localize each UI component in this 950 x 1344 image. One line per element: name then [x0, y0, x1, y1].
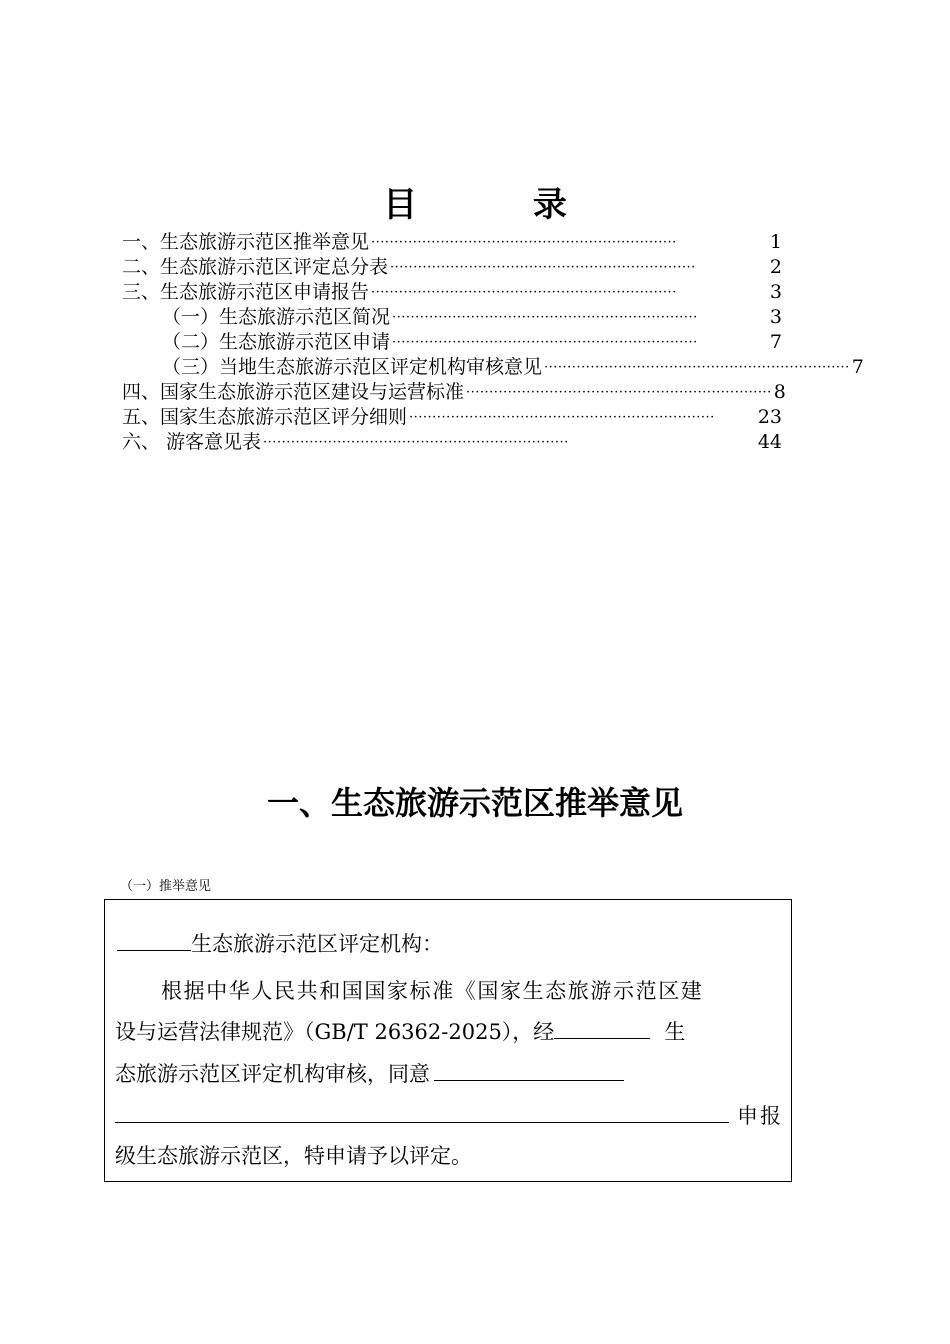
toc-leader-dots: ·································································· — [263, 435, 569, 450]
toc-entry-page: 3 — [769, 306, 782, 328]
toc-entry-label: 二、生态旅游示范区评定总分表 — [122, 256, 389, 278]
form-text: 生 — [664, 1020, 686, 1044]
blank-field-region[interactable] — [554, 1016, 650, 1039]
toc-entry[interactable] — [122, 230, 782, 255]
toc-entry-label: （二）生态旅游示范区申请 — [162, 331, 391, 353]
blank-field-applicant[interactable] — [434, 1058, 624, 1081]
toc-entry-label: 四、国家生态旅游示范区建设与运营标准 — [122, 381, 465, 403]
form-text: 生态旅游示范区评定机构： — [191, 932, 443, 956]
toc-entry-label: 六、 游客意见表 — [122, 431, 262, 453]
toc-leader-dots: ·································································· — [371, 235, 677, 250]
form-line: 根据中华人民共和国国家标准《国家生态旅游示范区建 — [161, 979, 704, 1003]
form-line — [115, 1100, 783, 1131]
form-line: 级生态旅游示范区，特申请予以评定。 — [115, 1144, 472, 1168]
toc-entry[interactable] — [122, 430, 782, 455]
blank-field-agency[interactable] — [117, 928, 191, 951]
toc-leader-dots: ·································································· — [390, 260, 696, 275]
toc-entry-page: 3 — [769, 281, 782, 303]
toc-entry[interactable] — [122, 255, 782, 280]
toc-entry-page: 23 — [757, 406, 782, 428]
section-heading: 一、生态旅游示范区推举意见 — [266, 784, 683, 822]
form-line — [115, 1016, 685, 1047]
toc-entry-page: 1 — [769, 231, 782, 253]
toc-entry[interactable] — [122, 405, 782, 430]
toc-entry[interactable] — [162, 355, 864, 380]
toc-entry-page: 7 — [769, 331, 782, 353]
toc-entry-label: （三）当地生态旅游示范区评定机构审核意见 — [162, 356, 543, 378]
toc-entry-label: 一、生态旅游示范区推举意见 — [122, 231, 370, 253]
toc-leader-dots: ·································································· — [392, 335, 698, 350]
toc-entry[interactable] — [122, 280, 782, 305]
toc-entry[interactable] — [162, 305, 782, 330]
toc-leader-dots: ·································································· — [466, 385, 772, 400]
toc-entry-label: 五、国家生态旅游示范区评分细则 — [122, 406, 408, 428]
toc-title: 目 录 — [383, 185, 619, 225]
toc-entry-page: 8 — [773, 381, 786, 403]
recommendation-form — [104, 899, 792, 1182]
toc-entry[interactable] — [162, 330, 782, 355]
toc-leader-dots: ·································································· — [392, 310, 698, 325]
form-line — [115, 1058, 624, 1089]
toc-entry-page: 44 — [757, 431, 782, 453]
form-line-addressee — [117, 928, 443, 959]
toc-entry-label: 三、生态旅游示范区申请报告 — [122, 281, 370, 303]
toc-leader-dots: ·································································· — [371, 285, 677, 300]
form-text: 态旅游示范区评定机构审核，同意 — [115, 1062, 430, 1086]
toc-leader-dots: ·································································· — [409, 410, 715, 425]
toc-entry-page: 2 — [769, 256, 782, 278]
sub-heading: （一）推举意见 — [120, 879, 212, 894]
toc-entry[interactable] — [122, 380, 786, 405]
form-text: 申报 — [737, 1104, 783, 1128]
blank-field-applicant-cont[interactable] — [115, 1100, 729, 1123]
toc-leader-dots: ·································································· — [544, 360, 850, 375]
toc-entry-label: （一）生态旅游示范区简况 — [162, 306, 391, 328]
form-text: 设与运营法律规范》（GB/T 26362-2025），经 — [115, 1020, 555, 1044]
toc-entry-page: 7 — [851, 356, 864, 378]
